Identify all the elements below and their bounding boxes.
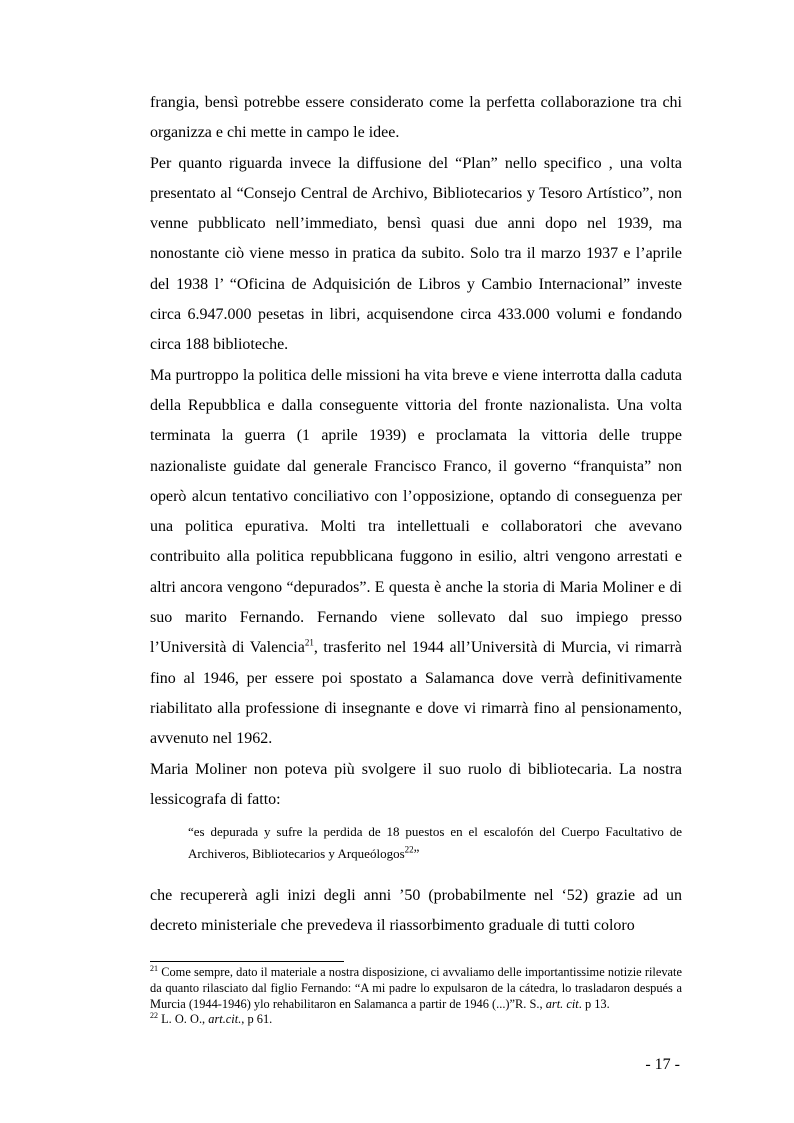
paragraph-1: frangia, bensì potrebbe essere considerato come la perfetta collaborazione tra chi organizza e chi mette in campo le idee. [150, 94, 682, 142]
paragraph-5: che recupererà agli inizi degli anni ’50 (probabilmente nel ‘52) grazie ad un decreto ministeriale che prevedeva il riassorbimento graduale di tutti coloro [150, 887, 682, 935]
footnote-italic: art. cit [545, 996, 579, 1011]
paragraph-4: Maria Moliner non poteva più svolgere il suo ruolo di bibliotecaria. La nostra lessicografa di fatto: [150, 760, 682, 808]
paragraph-3 [150, 361, 682, 755]
footnote-separator [150, 961, 344, 962]
footnote-22 [150, 1012, 682, 1028]
block-quote-close: ” [413, 846, 420, 862]
footnote-21 [150, 965, 682, 1012]
block-quote [188, 821, 682, 865]
footnote-text-end: , p 61. [241, 1012, 273, 1027]
footnote-number: 21 [150, 963, 158, 973]
footnote-text-end: . p 13. [578, 996, 610, 1011]
document-body [150, 88, 682, 942]
paragraph-2: Per quanto riguarda invece la diffusione del “Plan” nello specifico , una volta presentato al “Consejo Central de Archivo, Bibliotecarios y Tesoro Artístico”, non venne pubblicato nell’immediato, bensì quasi due anni dopo nel 1939, ma nonostante ciò viene messo in pratica da subito. Solo tra il marzo 1937 e l’aprile del 1938 l’ “Oficina de Adquisición de Libros y Cambio Internacional” investe circa 6.947.000 pesetas in libri, acquisendone circa 433.000 volumi e fondando circa 188 biblioteche. [150, 154, 682, 354]
footnotes [150, 965, 682, 1028]
paragraph-3-text-b: , trasferito nel 1944 all’Università di Murcia, vi rimarrà fino al 1946, per essere poi spostato a Salamanca dove verrà definitivamente riabilitato alla professione di insegnante e dove vi rimarrà fino al pensionamento, avvenuto nel 1962. [150, 639, 683, 748]
footnote-number: 22 [150, 1011, 158, 1021]
footnote-ref-22[interactable]: 22 [404, 844, 414, 855]
footnote-text: Come sempre, dato il materiale a nostra disposizione, ci avvaliamo delle importantissime notizie rilevate da quanto rilasciato dal figlio Fernando: “A mi padre lo expulsaron de la cátedra, lo trasladaron después a Murcia (1944-1946) ylo rehabilitaron en Salamanca a partir de 1946 (...)”R. S., [150, 965, 682, 1011]
footnote-italic: art.cit. [208, 1012, 242, 1027]
paragraph-3-text-a: Ma purtroppo la politica delle missioni ha vita breve e viene interrotta dalla caduta della Repubblica e dalla conseguente vittoria del fronte nazionalista. Una volta terminata la guerra (1 aprile 1939) e proclamata la vittoria delle truppe nazionaliste guidate dal generale Francisco Franco, il governo “franquista” non operò alcun tentativo conciliativo con l’opposizione, optando di conseguenza per una politica epurativa. Molti tra intellettuali e collaboratori che avevano contribuito alla politica repubblicana fuggono in esilio, altri vengono arrestati e altri ancora vengono “depurados”. E questa è anche la storia di Maria Moliner e di suo marito Fernando. Fernando viene sollevato dal suo impiego presso l’Università di Valencia [150, 366, 682, 657]
page-number: - 17 - [645, 1056, 680, 1073]
footnote-text: L. O. O., [158, 1012, 209, 1027]
block-quote-text: “es depurada y sufre la perdida de 18 puestos en el escalofón del Cuerpo Facultativo de Archiveros, Bibliotecarios y Arqueólogos [188, 824, 682, 862]
footnote-ref-21[interactable]: 21 [304, 638, 314, 649]
